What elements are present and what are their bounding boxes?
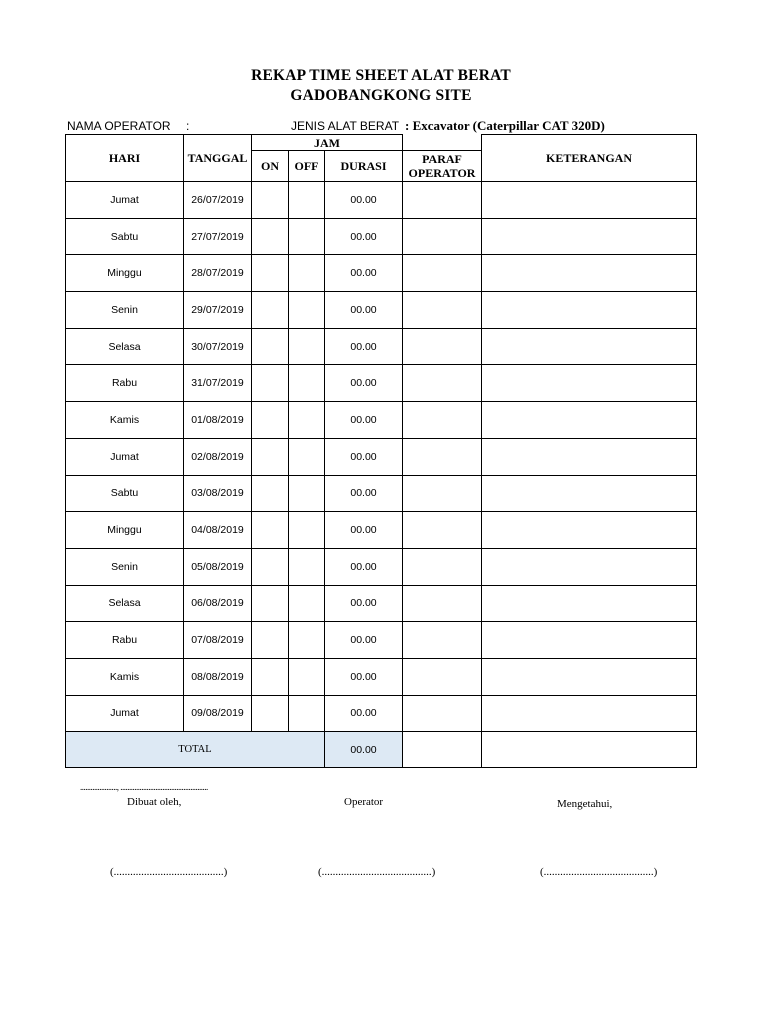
date-cell: 07/08/2019: [184, 622, 252, 659]
day-cell: Senin: [66, 292, 184, 329]
table-row: [66, 622, 697, 659]
date-cell: 27/07/2019: [184, 218, 252, 255]
keterangan-cell[interactable]: [482, 548, 697, 585]
keterangan-cell[interactable]: [482, 255, 697, 292]
operator-label: Operator: [344, 796, 384, 808]
day-cell: Minggu: [66, 255, 184, 292]
keterangan-cell[interactable]: [482, 438, 697, 475]
operator-name-colon: :: [186, 119, 190, 133]
on-cell[interactable]: [252, 622, 289, 659]
date-cell: 02/08/2019: [184, 438, 252, 475]
keterangan-cell[interactable]: [482, 622, 697, 659]
off-cell[interactable]: [289, 622, 325, 659]
total-label: TOTAL: [66, 732, 325, 768]
header-tanggal: TANGGAL: [184, 135, 252, 182]
date-cell: 29/07/2019: [184, 292, 252, 329]
day-cell: Kamis: [66, 402, 184, 439]
on-cell[interactable]: [252, 548, 289, 585]
date-cell: 04/08/2019: [184, 512, 252, 549]
keterangan-cell[interactable]: [482, 475, 697, 512]
header-hari: HARI: [66, 135, 184, 182]
day-cell: Senin: [66, 548, 184, 585]
header-spacer: [403, 135, 482, 151]
table-row: [66, 328, 697, 365]
total-paraf-cell[interactable]: [403, 732, 482, 768]
day-cell: Rabu: [66, 365, 184, 402]
paraf-cell[interactable]: [403, 292, 482, 329]
duration-cell: 00.00: [325, 438, 403, 475]
off-cell[interactable]: [289, 182, 325, 219]
keterangan-cell[interactable]: [482, 365, 697, 402]
duration-cell: 00.00: [325, 622, 403, 659]
paraf-cell[interactable]: [403, 438, 482, 475]
date-cell: 28/07/2019: [184, 255, 252, 292]
date-cell: 06/08/2019: [184, 585, 252, 622]
duration-cell: 00.00: [325, 658, 403, 695]
equipment-type-value: : Excavator (Caterpillar CAT 320D): [405, 118, 605, 133]
off-cell[interactable]: [289, 402, 325, 439]
equipment-type-label: JENIS ALAT BERAT: [291, 119, 400, 133]
paraf-cell[interactable]: [403, 402, 482, 439]
document-subtitle: GADOBANGKONG SITE: [290, 87, 472, 104]
header-on: ON: [252, 151, 289, 182]
keterangan-cell[interactable]: [482, 328, 697, 365]
made-by-label: Dibuat oleh,: [127, 796, 182, 808]
duration-cell: 00.00: [325, 292, 403, 329]
paraf-cell[interactable]: [403, 328, 482, 365]
header-off: OFF: [289, 151, 325, 182]
on-cell[interactable]: [252, 328, 289, 365]
header-paraf-line2: OPERATOR: [408, 166, 476, 180]
signature-line-3: (........................................): [540, 866, 658, 878]
table-row: [66, 512, 697, 549]
on-cell[interactable]: [252, 512, 289, 549]
paraf-cell[interactable]: [403, 512, 482, 549]
on-cell[interactable]: [252, 475, 289, 512]
duration-cell: 00.00: [325, 218, 403, 255]
duration-cell: 00.00: [325, 402, 403, 439]
table-row: [66, 475, 697, 512]
day-cell: Selasa: [66, 328, 184, 365]
keterangan-cell[interactable]: [482, 182, 697, 219]
date-cell: 26/07/2019: [184, 182, 252, 219]
duration-cell: 00.00: [325, 475, 403, 512]
table-row: [66, 292, 697, 329]
on-cell[interactable]: [252, 585, 289, 622]
off-cell[interactable]: [289, 475, 325, 512]
day-cell: Sabtu: [66, 475, 184, 512]
day-cell: Jumat: [66, 182, 184, 219]
header-paraf-line1: PARAF: [422, 152, 462, 166]
table-row: [66, 695, 697, 732]
on-cell[interactable]: [252, 182, 289, 219]
on-cell[interactable]: [252, 658, 289, 695]
table-row: [66, 182, 697, 219]
date-cell: 09/08/2019: [184, 695, 252, 732]
on-cell[interactable]: [252, 438, 289, 475]
date-cell: 05/08/2019: [184, 548, 252, 585]
off-cell[interactable]: [289, 585, 325, 622]
keterangan-cell[interactable]: [482, 512, 697, 549]
timesheet-table: [65, 134, 697, 768]
off-cell[interactable]: [289, 328, 325, 365]
signature-line-1: (........................................): [110, 866, 228, 878]
paraf-cell[interactable]: [403, 255, 482, 292]
table-row: [66, 658, 697, 695]
approved-label: Mengetahui,: [557, 798, 613, 810]
table-row: [66, 365, 697, 402]
header-jam: JAM: [252, 135, 403, 151]
date-cell: 01/08/2019: [184, 402, 252, 439]
paraf-cell[interactable]: [403, 218, 482, 255]
duration-cell: 00.00: [325, 328, 403, 365]
paraf-cell[interactable]: [403, 622, 482, 659]
duration-cell: 00.00: [325, 182, 403, 219]
table-row: [66, 255, 697, 292]
date-cell: 08/08/2019: [184, 658, 252, 695]
duration-cell: 00.00: [325, 365, 403, 402]
table-row: [66, 438, 697, 475]
date-cell: 30/07/2019: [184, 328, 252, 365]
paraf-cell[interactable]: [403, 585, 482, 622]
on-cell[interactable]: [252, 695, 289, 732]
signature-line-2: (........................................): [318, 866, 436, 878]
keterangan-cell[interactable]: [482, 658, 697, 695]
off-cell[interactable]: [289, 365, 325, 402]
on-cell[interactable]: [252, 402, 289, 439]
header-paraf-operator: [403, 151, 482, 182]
table-row: [66, 218, 697, 255]
keterangan-cell[interactable]: [482, 218, 697, 255]
duration-cell: 00.00: [325, 548, 403, 585]
paraf-cell[interactable]: [403, 475, 482, 512]
header-keterangan: KETERANGAN: [482, 135, 697, 182]
keterangan-cell[interactable]: [482, 292, 697, 329]
off-cell[interactable]: [289, 695, 325, 732]
day-cell: Sabtu: [66, 218, 184, 255]
day-cell: Rabu: [66, 622, 184, 659]
date-cell: 31/07/2019: [184, 365, 252, 402]
day-cell: Kamis: [66, 658, 184, 695]
on-cell[interactable]: [252, 218, 289, 255]
table-row: [66, 402, 697, 439]
paraf-cell[interactable]: [403, 365, 482, 402]
paraf-cell[interactable]: [403, 182, 482, 219]
place-date-line: ....................., ..................................................: [80, 782, 208, 792]
day-cell: Jumat: [66, 695, 184, 732]
paraf-cell[interactable]: [403, 658, 482, 695]
on-cell[interactable]: [252, 365, 289, 402]
table-row: [66, 548, 697, 585]
duration-cell: 00.00: [325, 512, 403, 549]
on-cell[interactable]: [252, 292, 289, 329]
total-duration: 00.00: [325, 732, 403, 768]
day-cell: Minggu: [66, 512, 184, 549]
off-cell[interactable]: [289, 438, 325, 475]
off-cell[interactable]: [289, 658, 325, 695]
off-cell[interactable]: [289, 512, 325, 549]
keterangan-cell[interactable]: [482, 585, 697, 622]
duration-cell: 00.00: [325, 255, 403, 292]
day-cell: Jumat: [66, 438, 184, 475]
document-title: REKAP TIME SHEET ALAT BERAT: [251, 67, 511, 84]
day-cell: Selasa: [66, 585, 184, 622]
on-cell[interactable]: [252, 255, 289, 292]
paraf-cell[interactable]: [403, 695, 482, 732]
total-row: [66, 732, 697, 768]
table-row: [66, 585, 697, 622]
off-cell[interactable]: [289, 218, 325, 255]
off-cell[interactable]: [289, 292, 325, 329]
duration-cell: 00.00: [325, 585, 403, 622]
date-cell: 03/08/2019: [184, 475, 252, 512]
off-cell[interactable]: [289, 255, 325, 292]
keterangan-cell[interactable]: [482, 402, 697, 439]
keterangan-cell[interactable]: [482, 695, 697, 732]
paraf-cell[interactable]: [403, 548, 482, 585]
off-cell[interactable]: [289, 548, 325, 585]
operator-name-label: NAMA OPERATOR: [67, 119, 171, 133]
header-durasi: DURASI: [325, 151, 403, 182]
total-keterangan-cell[interactable]: [482, 732, 697, 768]
duration-cell: 00.00: [325, 695, 403, 732]
